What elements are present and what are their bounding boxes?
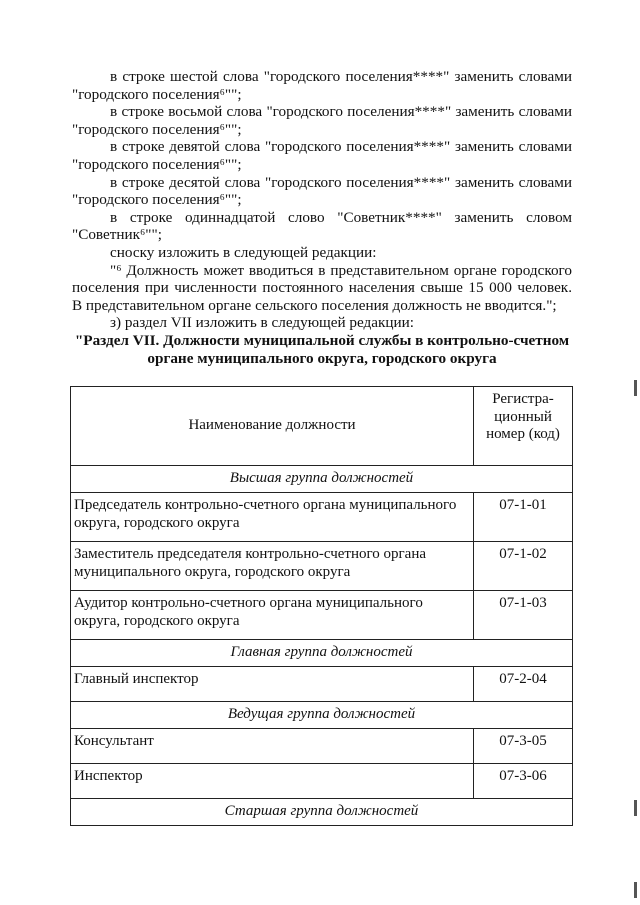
position-code: 07-1-02 (474, 542, 573, 591)
paragraph: в строке шестой слова "городского поселения****" заменить словами "городского поселения⁶""; (72, 68, 572, 103)
paragraph: в строке одиннадцатой слово "Советник****" заменить словом "Советник⁶""; (72, 208, 572, 244)
table-row (71, 493, 573, 542)
group-row (71, 799, 573, 826)
positions-table (70, 386, 573, 826)
table-header-row (71, 387, 573, 466)
position-name: Заместитель председателя контрольно-счетного органа муниципального округа, городского округа (71, 542, 474, 591)
position-code: 07-2-04 (474, 667, 573, 702)
position-name: Инспектор (71, 764, 474, 799)
table-row (71, 667, 573, 702)
footnote-paragraph: "⁶ Должность может вводиться в представительном органе городского поселения при численности постоянного населения свыше 15 000 человек. В представительном органе сельского поселения должность не вводится."; (72, 261, 572, 314)
position-code: 07-1-03 (474, 591, 573, 640)
group-label: Ведущая группа должностей (71, 702, 573, 729)
section-heading: "Раздел VII. Должности муниципальной службы в контрольно-счетном органе муниципального округа, городского округа (74, 331, 570, 367)
table-row (71, 764, 573, 799)
group-row (71, 702, 573, 729)
position-code: 07-1-01 (474, 493, 573, 542)
position-name: Председатель контрольно-счетного органа муниципального округа, городского округа (71, 493, 474, 542)
paragraph: з) раздел VII изложить в следующей редакции: (110, 314, 414, 332)
table-row (71, 542, 573, 591)
body-text (72, 68, 572, 367)
header-name: Наименование должности (71, 387, 474, 466)
header-code: Регистра-ционный номер (код) (474, 387, 573, 466)
group-label: Главная группа должностей (71, 640, 573, 667)
position-code: 07-3-06 (474, 764, 573, 799)
position-code: 07-3-05 (474, 729, 573, 764)
table-row (71, 729, 573, 764)
position-name: Консультант (71, 729, 474, 764)
scan-edge-mark (634, 380, 637, 396)
group-row (71, 466, 573, 493)
group-row (71, 640, 573, 667)
position-name: Аудитор контрольно-счетного органа муниципального округа, городского округа (71, 591, 474, 640)
paragraph: сноску изложить в следующей редакции: (110, 243, 377, 261)
scan-edge-mark (634, 882, 637, 898)
position-name: Главный инспектор (71, 667, 474, 702)
paragraph: в строке девятой слова "городского поселения****" заменить словами "городского поселения⁶""; (72, 138, 572, 173)
table-row (71, 591, 573, 640)
paragraph: в строке десятой слова "городского поселения****" заменить словами "городского поселения⁶""; (72, 173, 572, 209)
group-label: Высшая группа должностей (71, 466, 573, 493)
paragraph: в строке восьмой слова "городского поселения****" заменить словами "городского поселения⁶""; (72, 103, 572, 138)
scan-edge-mark (634, 800, 637, 816)
group-label: Старшая группа должностей (71, 799, 573, 826)
